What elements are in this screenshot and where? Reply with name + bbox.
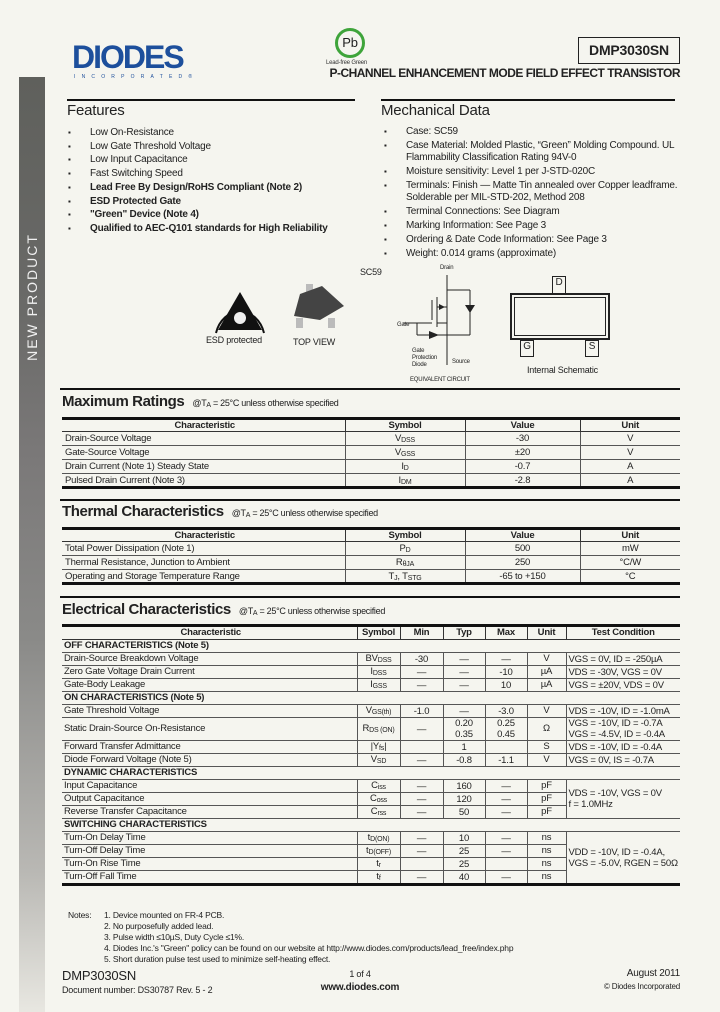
group-row [62, 692, 680, 705]
mechanical-item: ▪ Terminal Connections: See Diagram [384, 206, 684, 218]
table-row [62, 754, 680, 767]
symbol-cell [357, 871, 400, 885]
column-header: Characteristic [62, 529, 345, 542]
typ-cell: 10 [443, 832, 485, 845]
symbol-cell [345, 570, 465, 584]
symbol-subscript: f [378, 875, 381, 882]
feature-item: ▪ "Green" Device (Note 4) [68, 208, 358, 222]
value-cell: -0.7 [465, 460, 580, 474]
test-condition-cell: VGS = 0V, ID = -250µA [566, 653, 680, 666]
value-cell: ±20 [465, 446, 580, 460]
group-label: ON CHARACTERISTICS (Note 5) [62, 692, 680, 705]
group-label: DYNAMIC CHARACTERISTICS [62, 767, 680, 780]
column-header: Symbol [357, 626, 400, 640]
column-header: Characteristic [62, 419, 345, 432]
symbol-main: C [371, 780, 378, 791]
column-header: Value [465, 419, 580, 432]
test-condition-cell: VDS = -10V, ID = -0.4A [566, 741, 680, 754]
max-cell: — [485, 806, 527, 819]
thermal-table [62, 527, 680, 585]
characteristic-cell: Turn-Off Fall Time [62, 871, 357, 885]
electrical-table [62, 624, 680, 886]
group-row [62, 767, 680, 780]
characteristic-cell: Input Capacitance [62, 780, 357, 793]
mechanical-item: ▪ Weight: 0.014 grams (approximate) [384, 248, 684, 260]
symbol-cell [357, 705, 400, 718]
typ-cell: 25 [443, 858, 485, 871]
min-cell: — [400, 832, 443, 845]
group-row [62, 640, 680, 653]
symbol-main: |Y [370, 741, 380, 752]
table-row [62, 741, 680, 754]
note-item: 1. Device mounted on FR-4 PCB. [104, 910, 225, 920]
test-condition-cell: VDS = -10V, ID = -1.0mA [566, 705, 680, 718]
pin-g: G [520, 340, 534, 357]
pin-s: S [585, 340, 599, 357]
characteristic-cell: Diode Forward Voltage (Note 5) [62, 754, 357, 767]
symbol-cell [345, 446, 465, 460]
table-row [62, 653, 680, 666]
mechanical-item: ▪ Case Material: Molded Plastic, “Green” Molding Compound. UL Flammability Classification Rating 94V-0 [384, 140, 684, 164]
symbol-main: I [401, 461, 404, 472]
typ-cell: 25 [443, 845, 485, 858]
mechanical-item: ▪ Terminals: Finish — Matte Tin annealed over Copper leadframe. Solderable per MIL-STD-202, Method 208 [384, 180, 684, 204]
unit-cell: V [527, 754, 566, 767]
symbol-cell [345, 542, 465, 556]
characteristic-cell: Forward Transfer Admittance [62, 741, 357, 754]
note-item: 4. Diodes Inc.'s "Green" policy can be found on our website at http://www.diodes.com/products/lead_free/index.php [104, 943, 514, 953]
footer-part-number: DMP3030SN [62, 968, 137, 983]
max-cell [485, 858, 527, 871]
column-header: Value [465, 529, 580, 542]
symbol-main: C [370, 793, 377, 804]
test-condition-cell: VGS = -10V, ID = -0.7A VGS = -4.5V, ID = -0.4A [566, 718, 680, 741]
table-header-row [62, 419, 680, 432]
unit-cell: A [580, 474, 680, 488]
symbol-cell [345, 474, 465, 488]
max-cell: — [485, 871, 527, 885]
unit-cell: µA [527, 679, 566, 692]
value-cell: 250 [465, 556, 580, 570]
characteristic-cell: Zero Gate Voltage Drain Current [62, 666, 357, 679]
max-cell: — [485, 845, 527, 858]
electrical-heading: Electrical Characteristics $@T_A = 25^\circ C$ unless otherwise specified [62, 601, 386, 618]
column-header: Unit [580, 419, 680, 432]
table-row [62, 542, 680, 556]
table-row [62, 705, 680, 718]
feature-item: ▪ ESD Protected Gate [68, 195, 358, 209]
symbol-main: T [388, 570, 395, 582]
max-cell: — [485, 832, 527, 845]
characteristic-cell: Drain Current (Note 1) Steady State [62, 460, 345, 474]
table-row [62, 679, 680, 692]
feature-item: ▪ Low On-Resistance [68, 126, 358, 140]
footer-copyright: © Diodes Incorporated [604, 982, 680, 991]
value-cell: 500 [465, 542, 580, 556]
symbol-cell [357, 754, 400, 767]
mechanical-item: ▪ Ordering & Date Code Information: See Page 3 [384, 234, 684, 246]
divider [381, 99, 675, 101]
unit-cell: ns [527, 845, 566, 858]
symbol-subscript: D [405, 547, 411, 554]
table-row [62, 832, 680, 845]
min-cell: — [400, 679, 443, 692]
symbol-cell [357, 741, 400, 754]
column-header: Min [400, 626, 443, 640]
mechanical-item: ▪ Case: SC59 [384, 126, 684, 138]
max-cell: -1.1 [485, 754, 527, 767]
max-cell: — [485, 780, 527, 793]
symbol-cell [357, 845, 400, 858]
group-label: OFF CHARACTERISTICS (Note 5) [62, 640, 680, 653]
table-row [62, 460, 680, 474]
symbol-cell [357, 679, 400, 692]
symbol-main: R [362, 723, 370, 734]
thermal-heading: Thermal Characteristics $@T_A = 25^\circ C$ unless otherwise specified [62, 503, 378, 520]
typ-cell: — [443, 705, 485, 718]
esd-caption: ESD protected [206, 335, 262, 345]
symbol-main: V [395, 433, 402, 444]
typ-cell: 0.20 0.35 [443, 718, 485, 741]
typ-cell: 40 [443, 871, 485, 885]
min-cell: -1.0 [400, 705, 443, 718]
unit-cell: A [580, 460, 680, 474]
package-label: SC59 [360, 267, 382, 277]
characteristic-cell: Pulsed Drain Current (Note 3) [62, 474, 345, 488]
mechanical-list [384, 126, 684, 262]
lead-free-icon: Pb [335, 28, 365, 58]
symbol-subscript: D [403, 465, 409, 472]
table-row [62, 780, 680, 793]
max-ratings-heading: Maximum Ratings $@T_A = 25^\circ C$ unless otherwise specified [62, 393, 339, 410]
group-row [62, 819, 680, 832]
symbol-subscript: θJA [402, 561, 415, 568]
min-cell: -30 [400, 653, 443, 666]
min-cell: — [400, 793, 443, 806]
symbol-subscript: DM [400, 478, 412, 486]
value-cell: -2.8 [465, 474, 580, 488]
test-condition-cell: VDD = -10V, ID = -0.4A, VGS = -5.0V, RGEN = 50Ω [566, 832, 680, 885]
unit-cell: V [527, 705, 566, 718]
symbol-subscript: GS(th) [371, 709, 392, 716]
mechanical-item: ▪ Moisture sensitivity: Level 1 per J-STD-020C [384, 166, 684, 178]
footer-page-number: 1 of 4 [349, 969, 371, 979]
symbol-main: t [366, 845, 369, 856]
symbol-subscript: STG [407, 574, 422, 582]
symbol-subscript: DSS [401, 437, 415, 444]
divider [60, 388, 680, 390]
footer-document-number: Document number: DS30787 Rev. 5 - 2 [62, 985, 213, 995]
unit-cell: Ω [527, 718, 566, 741]
unit-cell: mW [580, 542, 680, 556]
table-row [62, 718, 680, 741]
symbol-main: R [395, 557, 403, 568]
unit-cell: S [527, 741, 566, 754]
footer-date: August 2011 [626, 968, 680, 979]
symbol-cell [357, 832, 400, 845]
symbol-main: BV [365, 653, 378, 664]
feature-item: ▪ Low Input Capacitance [68, 153, 358, 167]
symbol-cell [357, 653, 400, 666]
symbol-main: P [399, 543, 406, 554]
min-cell: — [400, 718, 443, 741]
package-body [510, 293, 610, 340]
characteristic-cell: Drain-Source Breakdown Voltage [62, 653, 357, 666]
new-product-sidebar [19, 77, 45, 1012]
unit-cell: °C/W [580, 556, 680, 570]
gate-diode-label: Gate Protection Diode [412, 348, 438, 368]
characteristic-cell: Drain-Source Voltage [62, 432, 345, 446]
value-cell: -65 to +150 [465, 570, 580, 584]
column-header: Symbol [345, 529, 465, 542]
source-label: Source [452, 359, 470, 365]
max-cell: -10 [485, 666, 527, 679]
max-cell: -3.0 [485, 705, 527, 718]
symbol-cell [357, 780, 400, 793]
min-cell: — [400, 871, 443, 885]
divider [60, 596, 680, 598]
symbol-subscript: DSS [372, 670, 387, 677]
symbol-cell [345, 556, 465, 570]
mechanical-heading: Mechanical Data [381, 102, 490, 119]
package-photo [288, 282, 348, 332]
symbol-subscript: GSS [372, 683, 387, 690]
top-view-caption: TOP VIEW [293, 337, 336, 347]
symbol-subscript: r [378, 862, 381, 869]
characteristic-cell: Turn-On Delay Time [62, 832, 357, 845]
column-header: Test Condition [566, 626, 680, 640]
max-cell: 0.25 0.45 [485, 718, 527, 741]
features-heading: Features [67, 102, 125, 119]
unit-cell: µA [527, 666, 566, 679]
unit-cell: V [527, 653, 566, 666]
characteristic-cell: Gate Threshold Voltage [62, 705, 357, 718]
notes-label: Notes: [68, 910, 92, 920]
note-item: 2. No purposefully added lead. [104, 921, 214, 931]
part-number: DMP3030SN [578, 37, 680, 64]
equivalent-circuit-caption: EQUIVALENT CIRCUIT [410, 377, 470, 383]
group-label: SWITCHING CHARACTERISTICS [62, 819, 680, 832]
symbol-main: V [370, 754, 377, 765]
symbol-subscript: rss [377, 810, 387, 817]
feature-item: ▪ Lead Free By Design/RoHS Compliant (Note 2) [68, 181, 358, 195]
table-row [62, 556, 680, 570]
internal-schematic-caption: Internal Schematic [527, 365, 598, 375]
table-row [62, 432, 680, 446]
unit-cell: ns [527, 832, 566, 845]
symbol-cell [357, 718, 400, 741]
symbol-main: t [376, 871, 379, 882]
typ-cell: — [443, 679, 485, 692]
symbol-main: V [394, 447, 401, 458]
symbol-main: C [370, 806, 378, 817]
typ-cell: 1 [443, 741, 485, 754]
typ-cell: 160 [443, 780, 485, 793]
characteristic-cell: Thermal Resistance, Junction to Ambient [62, 556, 345, 570]
min-cell: — [400, 845, 443, 858]
symbol-main: I [370, 679, 373, 690]
unit-cell: pF [527, 806, 566, 819]
characteristic-cell: Output Capacitance [62, 793, 357, 806]
typ-cell: 50 [443, 806, 485, 819]
column-header: Max [485, 626, 527, 640]
diodes-logo: DIODES [72, 39, 183, 75]
symbol-subscript: D(ON) [370, 836, 390, 843]
note-item: 5. Short duration pulse test used to minimize self-heating effect. [104, 954, 331, 964]
min-cell [400, 741, 443, 754]
document-subtitle: P-CHANNEL ENHANCEMENT MODE FIELD EFFECT TRANSISTOR [329, 66, 680, 80]
test-condition-cell: VGS = 0V, IS = -0.7A [566, 754, 680, 767]
table-row [62, 570, 680, 584]
divider [60, 499, 680, 501]
symbol-cell [357, 858, 400, 871]
unit-cell: ns [527, 871, 566, 885]
characteristic-cell: Total Power Dissipation (Note 1) [62, 542, 345, 556]
symbol-subscript: D(OFF) [368, 849, 391, 856]
characteristic-cell: Static Drain-Source On-Resistance [62, 718, 357, 741]
symbol-cell [345, 460, 465, 474]
min-cell: — [400, 666, 443, 679]
test-condition-cell: VGS = ±20V, VDS = 0V [566, 679, 680, 692]
symbol-subscript: DS (ON) [369, 727, 395, 734]
unit-cell: ns [527, 858, 566, 871]
characteristic-cell: Turn-Off Delay Time [62, 845, 357, 858]
sidebar-label: NEW PRODUCT [24, 233, 40, 361]
table-row [62, 666, 680, 679]
feature-item: ▪ Fast Switching Speed [68, 167, 358, 181]
symbol-subscript: GSS [400, 451, 416, 458]
symbol-main: t [367, 832, 371, 843]
max-cell: — [485, 793, 527, 806]
symbol-main: , T [397, 570, 408, 582]
min-cell: — [400, 806, 443, 819]
drain-label: Drain [440, 265, 454, 271]
symbol-subscript: fs [379, 745, 385, 752]
test-condition-cell: VDS = -30V, VGS = 0V [566, 666, 680, 679]
features-list [68, 126, 358, 236]
table-header-row [62, 626, 680, 640]
symbol-cell [345, 432, 465, 446]
characteristic-cell: Gate-Source Voltage [62, 446, 345, 460]
typ-cell: — [443, 653, 485, 666]
column-header: Unit [580, 529, 680, 542]
min-cell [400, 858, 443, 871]
max-cell: — [485, 653, 527, 666]
symbol-main: I [370, 666, 373, 677]
unit-cell: V [580, 432, 680, 446]
pin-d: D [552, 276, 566, 294]
notes [68, 910, 513, 965]
max-cell [485, 741, 527, 754]
typ-cell: -0.8 [443, 754, 485, 767]
max-cell: 10 [485, 679, 527, 692]
characteristic-cell: Operating and Storage Temperature Range [62, 570, 345, 584]
min-cell: — [400, 780, 443, 793]
symbol-cell [357, 806, 400, 819]
mechanical-item: ▪ Marking Information: See Page 3 [384, 220, 684, 232]
table-row [62, 474, 680, 488]
symbol-main: | [384, 741, 387, 752]
divider [67, 99, 355, 101]
characteristic-cell: Reverse Transfer Capacitance [62, 806, 357, 819]
symbol-main: V [365, 705, 372, 716]
symbol-subscript: iss [377, 784, 386, 791]
min-cell: — [400, 754, 443, 767]
column-header: Symbol [345, 419, 465, 432]
symbol-subscript: SD [376, 758, 387, 765]
symbol-subscript: DSS [377, 657, 392, 664]
column-header: Typ [443, 626, 485, 640]
unit-cell: pF [527, 793, 566, 806]
symbol-main: t [376, 858, 379, 869]
feature-item: ▪ Qualified to AEC-Q101 standards for High Reliability [68, 222, 358, 236]
unit-cell: V [580, 446, 680, 460]
footer-website-link[interactable]: www.diodes.com [320, 982, 400, 993]
note-item: 3. Pulse width ≤10µS, Duty Cycle ≤1%. [104, 932, 245, 942]
test-condition-cell: VDS = -10V, VGS = 0V f = 1.0MHz [566, 780, 680, 819]
esd-icon [210, 278, 270, 338]
characteristic-cell: Turn-On Rise Time [62, 858, 357, 871]
symbol-subscript: oss [376, 797, 387, 804]
symbol-main: I [398, 474, 401, 486]
symbol-cell [357, 793, 400, 806]
column-header: Unit [527, 626, 566, 640]
unit-cell: pF [527, 780, 566, 793]
value-cell: -30 [465, 432, 580, 446]
column-header: Characteristic [62, 626, 357, 640]
table-row [62, 446, 680, 460]
symbol-subscript: J [394, 574, 398, 582]
unit-cell: °C [580, 570, 680, 584]
symbol-cell [357, 666, 400, 679]
max-ratings-table [62, 417, 680, 489]
lead-free-label: Lead-free Green [326, 60, 368, 66]
typ-cell: — [443, 666, 485, 679]
typ-cell: 120 [443, 793, 485, 806]
feature-item: ▪ Low Gate Threshold Voltage [68, 140, 358, 154]
table-header-row [62, 529, 680, 542]
logo-subtitle: INCORPORATED® [74, 74, 199, 80]
characteristic-cell: Gate-Body Leakage [62, 679, 357, 692]
gate-label: Gate [397, 322, 410, 328]
